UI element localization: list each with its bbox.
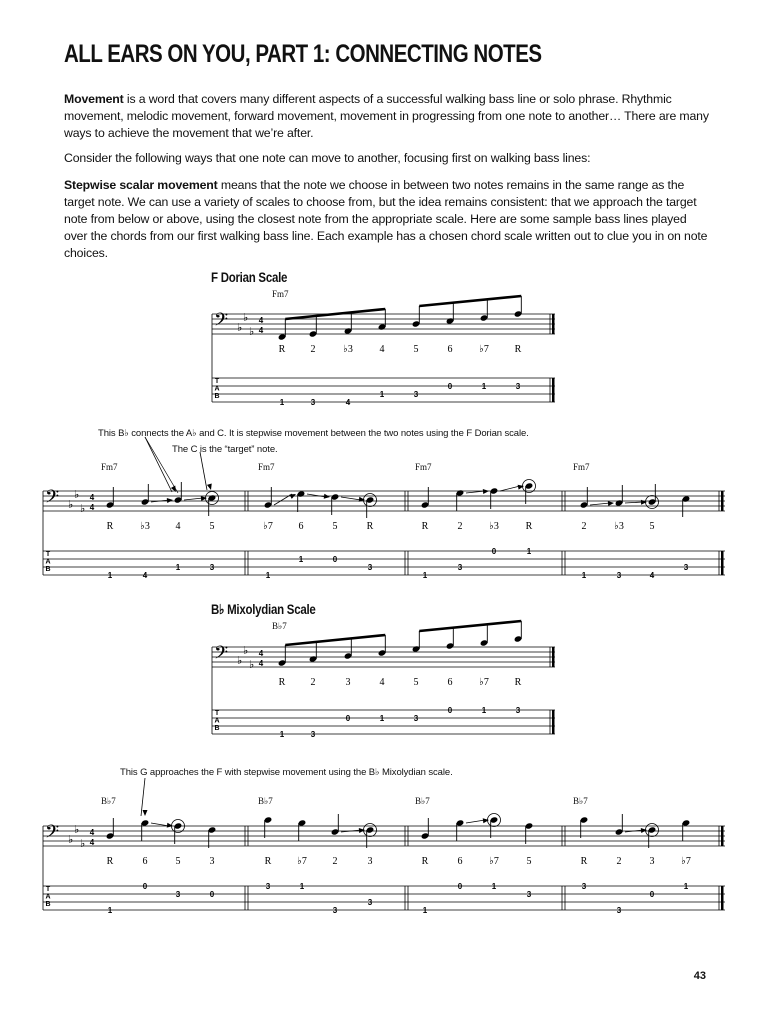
scale-degree-label: R (580, 856, 588, 867)
bass-clef-icon: 𝄢 (45, 822, 60, 847)
scale-degree-label: ♭7 (263, 521, 273, 532)
arrow-line (184, 498, 203, 500)
tab-fret-number: 1 (175, 563, 181, 572)
scale-degree-label: 6 (457, 856, 463, 867)
tab-fret-number: 3 (616, 906, 622, 915)
scale-degree-label: 6 (447, 677, 453, 688)
tab-fret-number: 1 (279, 398, 285, 407)
tab-fret-number: 3 (616, 571, 622, 580)
scale-degree-label: 3 (209, 856, 215, 867)
chord-symbol: B♭7 (101, 796, 116, 806)
flat-icon: ♭ (74, 488, 80, 501)
flat-icon: ♭ (68, 833, 74, 846)
page-number: 43 (693, 970, 706, 982)
flat-icon: ♭ (80, 502, 86, 515)
tab-fret-number: 1 (422, 906, 428, 915)
tab-fret-number: 1 (491, 882, 497, 891)
tab-clef-letter: B (214, 393, 220, 400)
tab-fret-number: 1 (683, 882, 689, 891)
chord-symbol: B♭7 (272, 621, 287, 631)
scale-degree-label: R (278, 344, 286, 355)
chord-symbol: Fm7 (258, 462, 275, 472)
time-signature-numerator: 4 (89, 493, 95, 502)
section-title-bb-mixolydian: B♭ Mixolydian Scale (211, 602, 316, 617)
flat-icon: ♭ (237, 321, 243, 334)
scale-degree-label: R (514, 344, 522, 355)
final-barline (552, 378, 555, 402)
scale-degree-label: 5 (332, 521, 338, 532)
scale-degree-label: R (514, 677, 522, 688)
flat-icon: ♭ (243, 311, 249, 324)
chord-symbol: Fm7 (573, 462, 590, 472)
scale-degree-label: 4 (379, 677, 385, 688)
scale-degree-label: 2 (457, 521, 463, 532)
tab-clef-letter: B (214, 725, 220, 732)
scale-degree-label: ♭3 (489, 521, 499, 532)
tab-clef-letter: A (214, 717, 220, 725)
flat-icon: ♭ (80, 837, 86, 850)
term-stepwise: Stepwise scalar movement (64, 178, 218, 192)
tab-fret-number: 3 (310, 398, 316, 407)
scale-degree-label: R (106, 521, 114, 532)
annotation-target-note: The C is the “target” note. (172, 444, 278, 455)
bass-clef-icon: 𝄢 (214, 643, 229, 668)
tab-fret-number: 1 (265, 571, 271, 580)
scale-degree-label: 2 (332, 856, 338, 867)
tab-clef-letter: B (45, 901, 51, 908)
time-signature-numerator: 4 (89, 828, 95, 837)
scale-degree-label: ♭7 (681, 856, 691, 867)
arrow-head-icon (483, 489, 489, 494)
arrow-line (307, 494, 326, 497)
tab-fret-number: 0 (457, 882, 463, 891)
chord-symbol: Fm7 (272, 289, 289, 299)
arrow-line (341, 497, 361, 500)
tab-fret-number: 0 (447, 382, 453, 391)
scale-degree-label: ♭3 (343, 344, 353, 355)
tab-fret-number: 1 (581, 571, 587, 580)
beam (285, 635, 385, 645)
arrow-line (151, 823, 169, 826)
tab-fret-number: 1 (379, 390, 385, 399)
tab-fret-number: 0 (491, 547, 497, 556)
arrow-head-icon (143, 810, 148, 816)
flat-icon: ♭ (74, 823, 80, 836)
time-signature-numerator: 4 (258, 316, 264, 325)
tab-fret-number: 3 (367, 898, 373, 907)
scale-degree-label: 2 (310, 344, 316, 355)
tab-clef-letter: T (45, 551, 51, 558)
tab-fret-number: 1 (481, 706, 487, 715)
term-movement: Movement (64, 92, 124, 106)
tab-fret-number: 0 (142, 882, 148, 891)
chord-symbol: B♭7 (415, 796, 430, 806)
tab-fret-number: 1 (526, 547, 532, 556)
tab-clef-letter: T (45, 886, 51, 893)
final-barline (721, 886, 724, 910)
scale-degree-label: 3 (345, 677, 351, 688)
chord-symbol: Fm7 (415, 462, 432, 472)
tab-clef-letter: A (214, 385, 220, 393)
time-signature-denominator: 4 (258, 659, 264, 668)
tab-clef-letter: A (45, 893, 51, 901)
annotation-g-approaches: This G approaches the F with stepwise movement using the B♭ Mixolydian scale. (120, 767, 453, 778)
tab-fret-number: 1 (379, 714, 385, 723)
tab-fret-number: 1 (107, 906, 113, 915)
scale-degree-label: 6 (298, 521, 304, 532)
tab-fret-number: 3 (457, 563, 463, 572)
scale-degree-label: 5 (526, 856, 532, 867)
scale-degree-label: 4 (379, 344, 385, 355)
arrow-line (145, 437, 172, 492)
scale-degree-label: 2 (616, 856, 622, 867)
scale-degree-label: 6 (447, 344, 453, 355)
final-barline (552, 710, 555, 734)
chord-symbol: Fm7 (101, 462, 118, 472)
arrow-line (200, 452, 207, 490)
bass-clef-icon: 𝄢 (45, 487, 60, 512)
tab-fret-number: 0 (209, 890, 215, 899)
scale-degree-label: R (525, 521, 533, 532)
arrow-head-icon (167, 498, 173, 503)
scale-degree-label: 5 (413, 677, 419, 688)
arrow-line (590, 503, 610, 505)
time-signature-denominator: 4 (89, 503, 95, 512)
arrow-head-icon (608, 501, 614, 506)
tab-fret-number: 1 (107, 571, 113, 580)
scale-degree-label: ♭3 (614, 521, 624, 532)
tab-fret-number: 3 (413, 390, 419, 399)
scale-degree-label: R (106, 856, 114, 867)
scale-degree-label: ♭7 (479, 344, 489, 355)
tab-fret-number: 3 (413, 714, 419, 723)
arrow-head-icon (207, 484, 212, 490)
tab-fret-number: 0 (447, 706, 453, 715)
flat-icon: ♭ (249, 325, 255, 338)
tab-fret-number: 0 (345, 714, 351, 723)
tab-clef-letter: T (214, 710, 220, 717)
flat-icon: ♭ (243, 644, 249, 657)
scale-degree-label: ♭7 (489, 856, 499, 867)
tab-fret-number: 3 (515, 382, 521, 391)
tab-fret-number: 1 (279, 730, 285, 739)
scale-degree-label: 5 (175, 856, 181, 867)
time-signature-numerator: 4 (258, 649, 264, 658)
flat-icon: ♭ (237, 654, 243, 667)
scale-degree-label: ♭7 (479, 677, 489, 688)
arrow-line (625, 502, 643, 503)
tab-fret-number: 0 (332, 555, 338, 564)
paragraph-movement-text: is a word that covers many different aspects of a successful walking bass line or solo phrase. Rhythmic movement, melodic movement, forward movement, movement in progressing from one note to another… There are many ways to achieve the movement that we’re after. (64, 92, 709, 140)
tab-clef-letter: T (214, 378, 220, 385)
scale-degree-label: R (264, 856, 272, 867)
scale-degree-label: R (366, 521, 374, 532)
scale-degree-label: 3 (649, 856, 655, 867)
tab-fret-number: 1 (422, 571, 428, 580)
tab-fret-number: 1 (298, 555, 304, 564)
scale-degree-label: 2 (581, 521, 587, 532)
tab-fret-number: 3 (175, 890, 181, 899)
beam (419, 296, 521, 306)
tab-fret-number: 3 (526, 890, 532, 899)
arrow-line (500, 486, 520, 491)
scale-degree-label: R (421, 521, 429, 532)
scale-degree-label: 2 (310, 677, 316, 688)
tab-fret-number: 3 (209, 563, 215, 572)
tab-fret-number: 3 (581, 882, 587, 891)
paragraph-stepwise-text: means that the note we choose in between two notes remains in the same range as the target note. We can use a variety of scales to choose from, but the idea remains consistent: that we approach the target note from below or above, using the closest note from the appropriate scale. Here are some sample bass lines played over the chords from our first walking bass line. Each example has a chosen chord scale written out to clue you in on note choices. (64, 178, 708, 260)
tab-fret-number: 3 (310, 730, 316, 739)
beam (419, 621, 521, 631)
scale-degree-label: 4 (175, 521, 181, 532)
bass-clef-icon: 𝄢 (214, 310, 229, 335)
tab-fret-number: 4 (345, 398, 351, 407)
final-barline (721, 491, 724, 511)
final-barline (552, 647, 555, 667)
tab-fret-number: 3 (683, 563, 689, 572)
tab-fret-number: 3 (265, 882, 271, 891)
scale-degree-label: 5 (649, 521, 655, 532)
annotation-bb-connects: This B♭ connects the A♭ and C. It is stepwise movement between the two notes using the F Dorian scale. (98, 428, 529, 439)
time-signature-denominator: 4 (258, 326, 264, 335)
scale-degree-label: ♭3 (140, 521, 150, 532)
tab-fret-number: 3 (332, 906, 338, 915)
arrow-head-icon (290, 494, 296, 499)
chord-symbol: B♭7 (258, 796, 273, 806)
final-barline (552, 314, 555, 334)
scale-degree-label: 3 (367, 856, 373, 867)
scale-degree-label: 5 (413, 344, 419, 355)
annotation-pointer (145, 437, 178, 493)
tab-fret-number: 1 (299, 882, 305, 891)
tab-fret-number: 0 (649, 890, 655, 899)
final-barline (721, 551, 724, 575)
section-title-f-dorian: F Dorian Scale (211, 270, 288, 285)
tab-fret-number: 1 (481, 382, 487, 391)
tab-fret-number: 3 (515, 706, 521, 715)
scale-degree-label: ♭7 (297, 856, 307, 867)
scale-degree-label: 6 (142, 856, 148, 867)
scale-degree-label: R (278, 677, 286, 688)
paragraph-consider: Consider the following ways that one note can move to another, focusing first on walking bass lines: (64, 151, 591, 165)
tab-clef-letter: A (45, 558, 51, 566)
scale-degree-label: 5 (209, 521, 215, 532)
tab-clef-letter: B (45, 566, 51, 573)
tab-fret-number: 4 (142, 571, 148, 580)
chord-symbol: B♭7 (573, 796, 588, 806)
tab-fret-number: 3 (367, 563, 373, 572)
tab-fret-number: 4 (649, 571, 655, 580)
page-title: ALL EARS ON YOU, PART 1: CONNECTING NOTES (64, 40, 542, 68)
scale-degree-label: R (421, 856, 429, 867)
time-signature-denominator: 4 (89, 838, 95, 847)
arrow-line (466, 820, 485, 823)
final-barline (721, 826, 724, 846)
flat-icon: ♭ (249, 658, 255, 671)
flat-icon: ♭ (68, 498, 74, 511)
